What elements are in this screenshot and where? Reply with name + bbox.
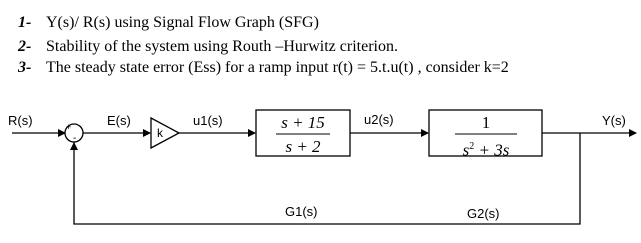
input-label: R(s)	[8, 113, 33, 128]
gain-label: k	[157, 126, 163, 140]
question-number: 1-	[18, 14, 32, 31]
g1-denominator: s + 2	[285, 137, 321, 156]
question-number: 3-	[18, 59, 32, 76]
minus-sign: -	[73, 133, 77, 144]
g2-name: G2(s)	[467, 206, 500, 221]
error-label: E(s)	[107, 113, 131, 128]
g1-name: G1(s)	[285, 204, 318, 219]
question-number: 2-	[18, 38, 32, 55]
g1-numerator: s + 15	[281, 113, 325, 132]
g2-denominator: $s^2 + 3s$	[462, 140, 510, 160]
gain-block	[151, 118, 179, 148]
plus-sign: +	[66, 122, 72, 132]
g2-numerator: 1	[481, 113, 491, 132]
u1-label: u1(s)	[193, 113, 223, 128]
question-text: Y(s)/ R(s) using Signal Flow Graph (SFG)	[46, 14, 319, 31]
question-text: Stability of the system using Routh –Hurwitz criterion.	[46, 38, 398, 55]
u2-label: u2(s)	[364, 112, 394, 127]
question-text: The steady state error (Ess) for a ramp input r(t) = 5.t.u(t) , consider k=2	[46, 59, 509, 76]
output-label: Y(s)	[602, 113, 626, 128]
